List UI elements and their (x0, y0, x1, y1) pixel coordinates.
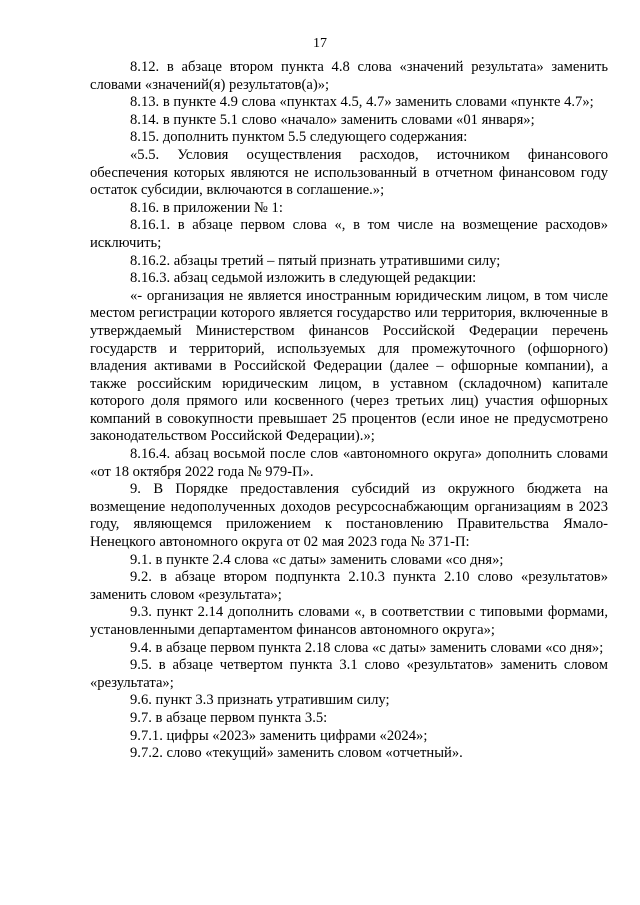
paragraph: 8.12. в абзаце втором пункта 4.8 слова «значений результата» заменить словами «значений(я) результатов(а)»; (90, 59, 608, 93)
page-number: 17 (313, 36, 327, 51)
paragraph: 8.16.1. в абзаце первом слова «, в том числе на возмещение расходов» исключить; (90, 217, 608, 251)
paragraph: «- организация не является иностранным юридическим лицом, в том числе местом регистрации которого является государство или территория, включенные в утверждаемый Министерством финансов Российской Федерации перечень государств и территорий, используемых для промежуточного (офшорного) владения активами в Российской Федерации (далее – офшорные компании), а также российским юридическим лицом, в уставном (складочном) капитале которого доля прямого или косвенного (через третьих лиц) участия офшорных компаний в совокупности превышает 25 процентов (если иное не предусмотрено законодательством Российской Федерации).»; (90, 287, 608, 445)
paragraph: 8.16. в приложении № 1: (130, 199, 283, 216)
paragraph: 9.2. в абзаце втором подпункта 2.10.3 пункта 2.10 слово «результатов» заменить словом «результата»; (90, 569, 608, 603)
paragraph: 9. В Порядке предоставления субсидий из окружного бюджета на возмещение недополученных доходов ресурсоснабжающим организациям в 2023 году, являющемся приложением к постановлению Правительства Ямало-Ненецкого автономного округа от 02 мая 2023 года № 371-П: (90, 481, 608, 551)
paragraph: 8.16.3. абзац седьмой изложить в следующей редакции: (130, 270, 477, 287)
paragraph: «5.5. Условия осуществления расходов, источником финансового обеспечения которых являются не использованный в отчетном финансовом году остаток субсидии, включаются в соглашение.»; (90, 146, 608, 199)
paragraph: 9.7.1. цифры «2023» заменить цифрами «2024»; (130, 727, 428, 744)
paragraph: 9.7. в абзаце первом пункта 3.5: (130, 709, 328, 726)
paragraph: 9.4. в абзаце первом пункта 2.18 слова «с даты» заменить словами «со дня»; (130, 639, 604, 656)
paragraph: 8.16.4. абзац восьмой после слов «автономного округа» дополнить словами «от 18 октября 2022 года № 979-П». (90, 446, 608, 480)
paragraph: 8.14. в пункте 5.1 слово «начало» заменить словами «01 января»; (130, 111, 535, 128)
paragraph: 8.13. в пункте 4.9 слова «пунктах 4.5, 4.7» заменить словами «пункте 4.7»; (130, 94, 594, 111)
paragraph: 9.7.2. слово «текущий» заменить словом «отчетный». (130, 745, 463, 762)
document-body (90, 59, 608, 763)
paragraph: 9.1. в пункте 2.4 слова «с даты» заменить словами «со дня»; (130, 551, 504, 568)
paragraph: 9.3. пункт 2.14 дополнить словами «, в соответствии с типовыми формами, установленными департаментом финансов автономного округа»; (90, 604, 608, 638)
paragraph: 8.16.2. абзацы третий – пятый признать утратившими силу; (130, 252, 501, 269)
paragraph: 9.6. пункт 3.3 признать утратившим силу; (130, 692, 390, 709)
paragraph: 8.15. дополнить пунктом 5.5 следующего содержания: (130, 129, 468, 146)
paragraph: 9.5. в абзаце четвертом пункта 3.1 слово «результатов» заменить словом «результата»; (90, 657, 608, 691)
